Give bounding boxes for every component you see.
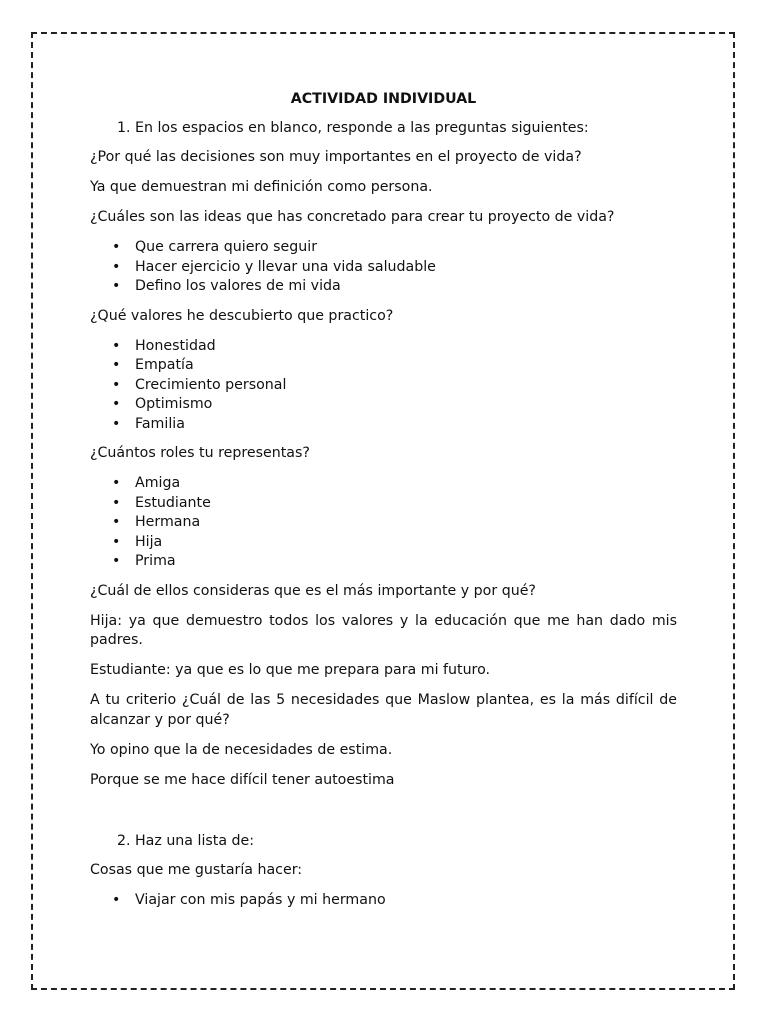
list-item: • Viajar con mis papás y mi hermano [135,891,677,911]
answer-6b: Porque se me hace difícil tener autoestima [90,771,395,788]
list-item: • Hija [135,533,677,553]
document-body [90,90,677,921]
answer-1: Ya que demuestran mi definición como persona. [90,179,433,195]
list-item: • Hacer ejercicio y llevar una vida saludable [135,258,677,278]
section-2-items [90,891,677,911]
section-2-list [90,832,677,852]
answer-5b: Estudiante: ya que es lo que me prepara para mi futuro. [90,662,491,678]
section-2-heading: 2. Haz una lista de: [135,832,677,852]
question-1: ¿Por qué las decisiones son muy importantes en el proyecto de vida? [90,149,582,165]
list-item: • Honestidad [135,337,677,357]
list-item: • Estudiante [135,494,677,514]
answer-3-list [90,337,677,435]
list-item: • Crecimiento personal [135,376,677,396]
spacer [90,801,677,832]
section-2-subheading: Cosas que me gustaría hacer: [90,862,303,878]
list-item: • Que carrera quiero seguir [135,238,677,258]
list-item: • Familia [135,415,677,435]
list-item: • Hermana [135,513,677,533]
list-item: • Optimismo [135,395,677,415]
question-2: ¿Cuáles son las ideas que has concretado para crear tu proyecto de vida? [90,209,615,225]
list-item: • Defino los valores de mi vida [135,277,677,297]
answer-5a: Hija: ya que demuestro todos los valores y la educación que me han dado mis padres. [90,612,677,648]
answer-6a: Yo opino que la de necesidades de estima. [90,741,393,758]
question-6: A tu criterio ¿Cuál de las 5 necesidades que Maslow plantea, es la más difícil de alcanzar y por qué? [90,692,677,728]
question-4: ¿Cuántos roles tu representas? [90,445,310,461]
list-item: • Empatía [135,356,677,376]
answer-4-list [90,474,677,572]
list-item: • Amiga [135,474,677,494]
question-5: ¿Cuál de ellos consideras que es el más importante y por qué? [90,582,536,599]
question-3: ¿Qué valores he descubierto que practico? [90,307,394,324]
answer-2-list [90,238,677,297]
list-item: • Prima [135,552,677,572]
section-1-heading: 1. En los espacios en blanco, responde a las preguntas siguientes: [135,119,677,139]
section-1-list [90,119,677,139]
document-title: ACTIVIDAD INDIVIDUAL [290,91,477,107]
